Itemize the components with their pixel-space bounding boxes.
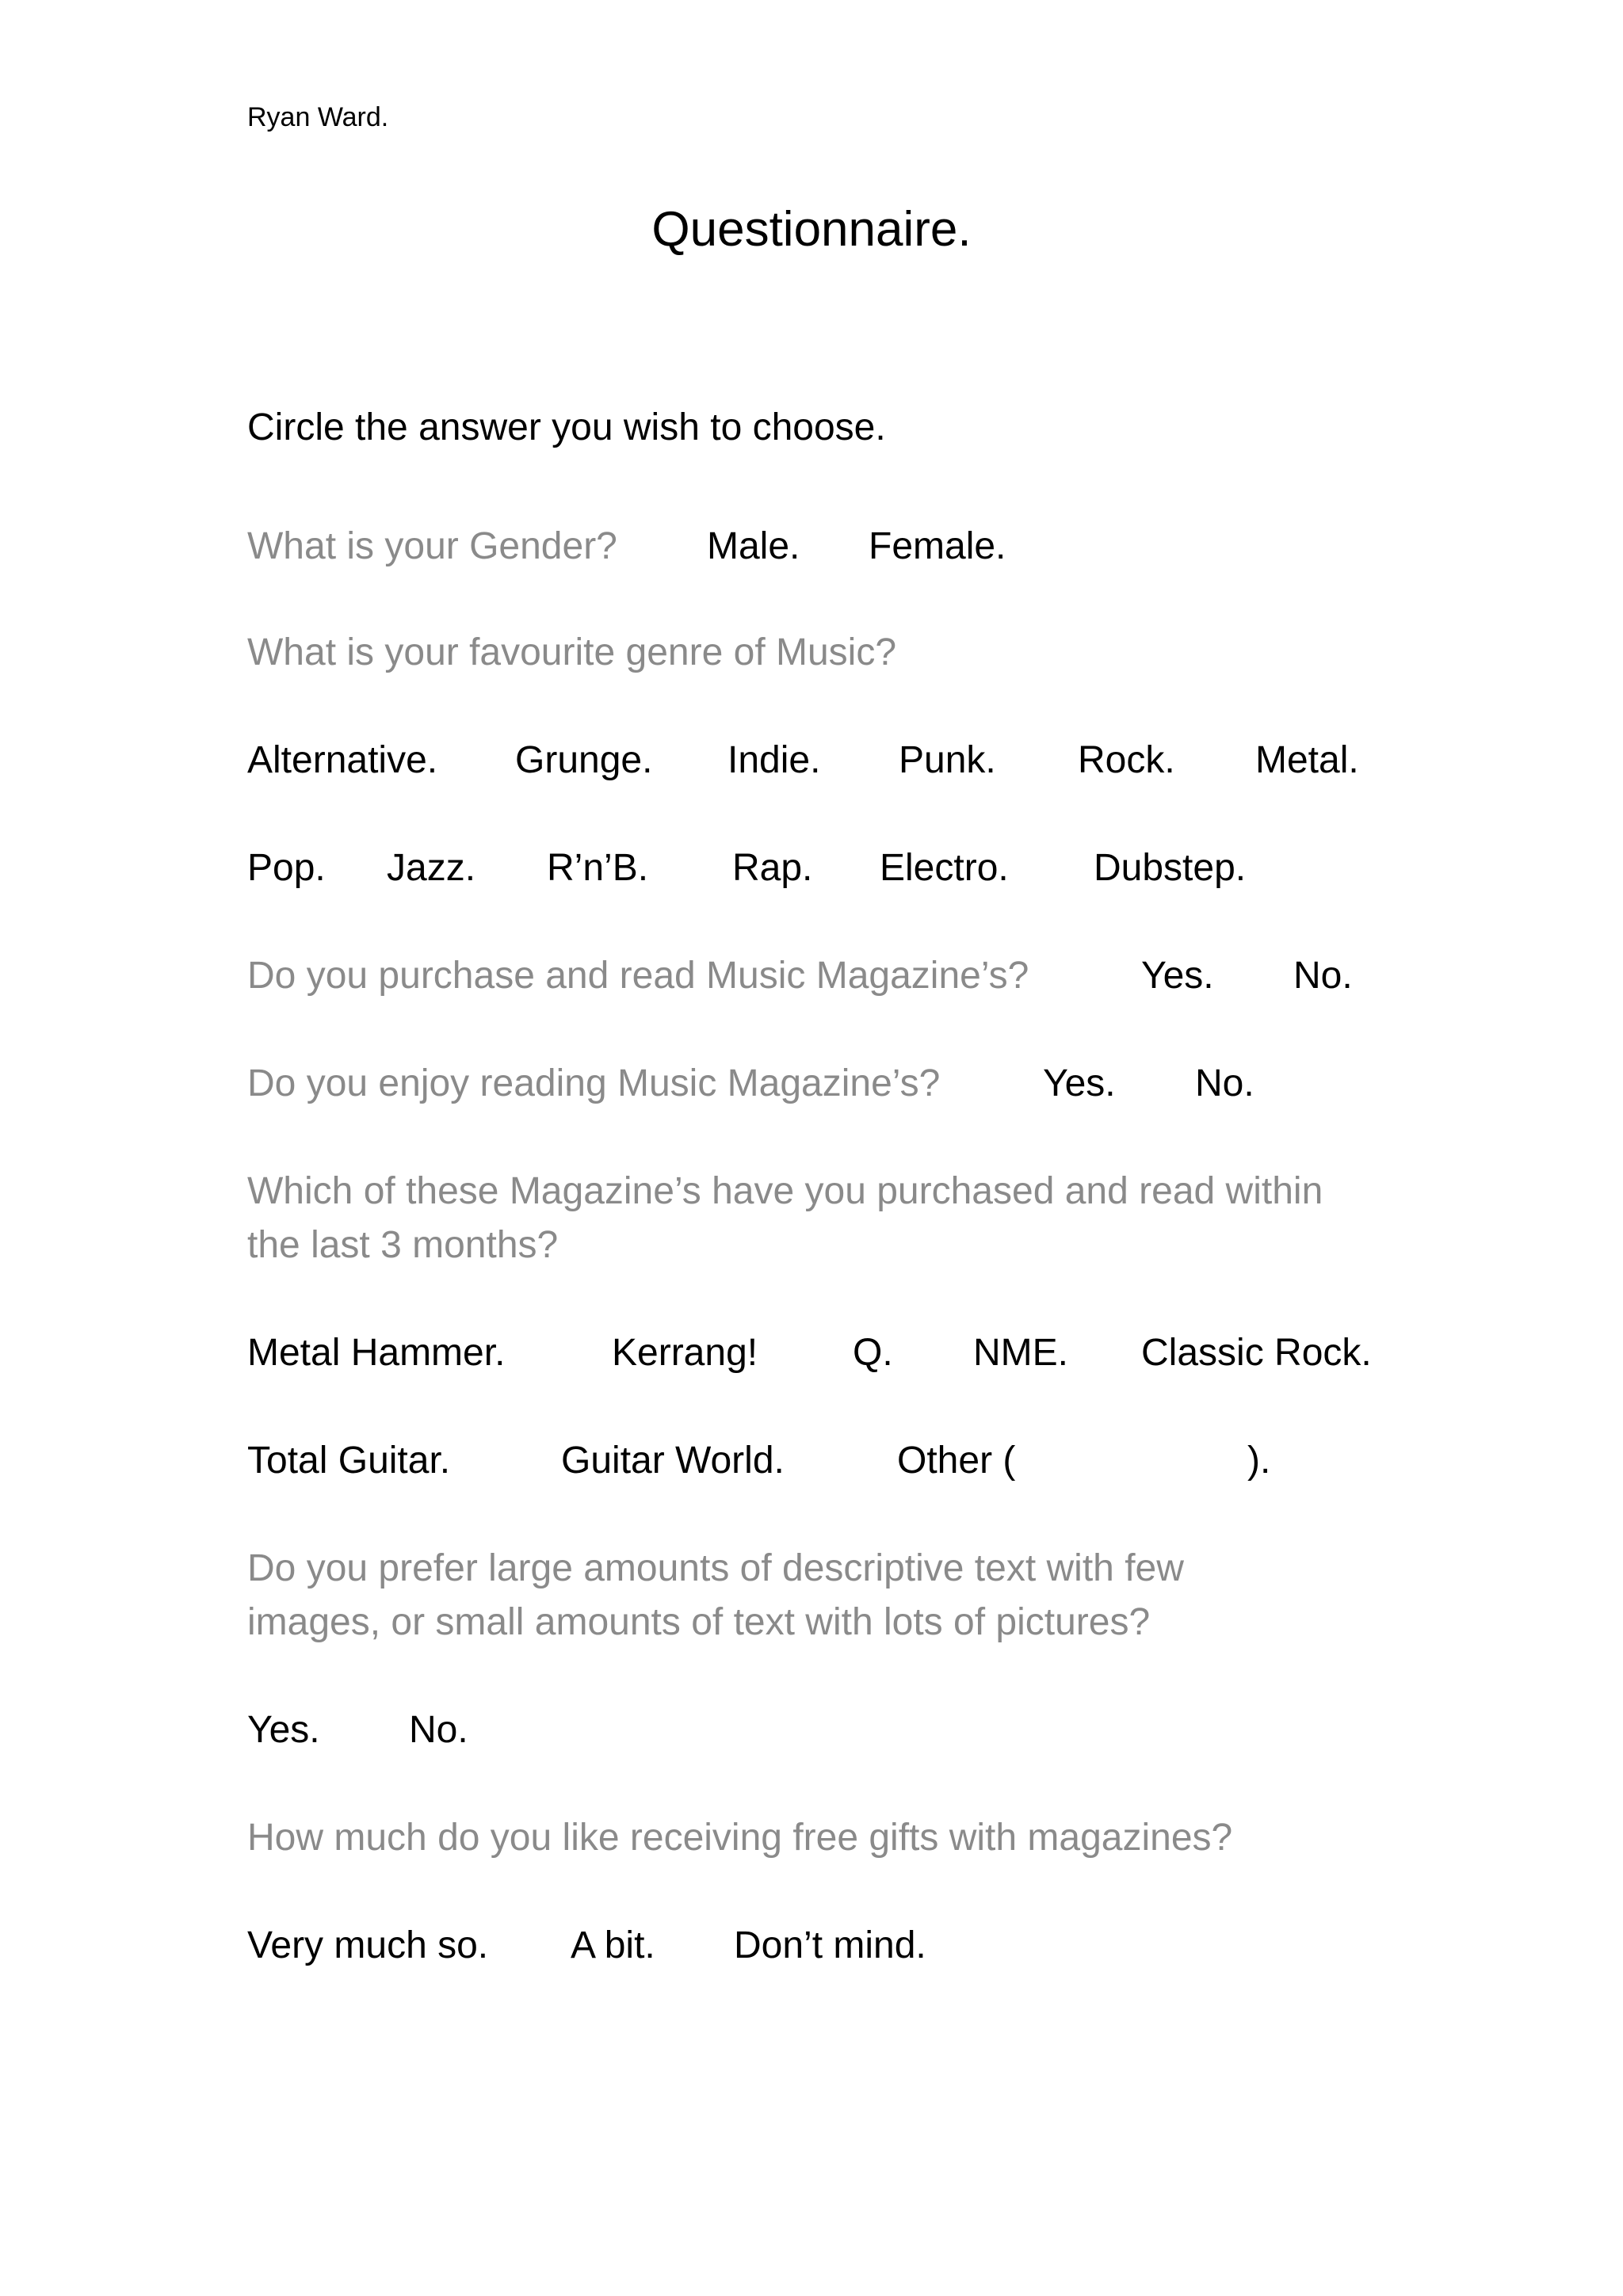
option-kerrang[interactable]: Kerrang!: [612, 1332, 758, 1374]
option-nme[interactable]: NME.: [973, 1332, 1068, 1374]
author-name: Ryan Ward.: [247, 102, 389, 132]
question-text-line-1: Do you prefer large amounts of descriptive text with few: [247, 1547, 1184, 1589]
option-other-open[interactable]: Other (: [897, 1440, 1016, 1482]
option-rap[interactable]: Rap.: [732, 847, 813, 889]
question-purchase: [247, 949, 1436, 1003]
option-no[interactable]: No.: [1293, 955, 1353, 997]
question-enjoy: [247, 1057, 1436, 1111]
option-metal-hammer[interactable]: Metal Hammer.: [247, 1332, 506, 1374]
option-classic-rock[interactable]: Classic Rock.: [1141, 1332, 1372, 1374]
option-grunge[interactable]: Grunge.: [515, 739, 653, 781]
question-text: Do you purchase and read Music Magazine’s?: [247, 955, 1029, 997]
page-title: Questionnaire.: [651, 202, 972, 257]
option-other-close: ).: [1247, 1440, 1271, 1482]
option-rnb[interactable]: R’n’B.: [547, 847, 649, 889]
option-rock[interactable]: Rock.: [1078, 739, 1175, 781]
option-no[interactable]: No.: [409, 1709, 468, 1751]
option-total-guitar[interactable]: Total Guitar.: [247, 1440, 451, 1482]
option-metal[interactable]: Metal.: [1255, 739, 1359, 781]
question-text: Do you enjoy reading Music Magazine’s?: [247, 1062, 941, 1104]
option-female[interactable]: Female.: [869, 525, 1006, 567]
option-q[interactable]: Q.: [853, 1332, 893, 1374]
option-alternative[interactable]: Alternative.: [247, 739, 438, 781]
question-text-line-2: the last 3 months?: [247, 1224, 559, 1266]
question-text-preference: [247, 1542, 1420, 1650]
option-a-bit[interactable]: A bit.: [571, 1924, 655, 1966]
question-text-line-1: Which of these Magazine’s have you purchased and read within: [247, 1170, 1323, 1212]
option-yes[interactable]: Yes.: [1043, 1062, 1116, 1104]
question-magazines: [247, 1165, 1420, 1272]
option-yes[interactable]: Yes.: [1141, 955, 1214, 997]
question-text: What is your Gender?: [247, 525, 617, 567]
option-male[interactable]: Male.: [707, 525, 800, 567]
option-yes[interactable]: Yes.: [247, 1709, 320, 1751]
option-indie[interactable]: Indie.: [727, 739, 821, 781]
option-very-much[interactable]: Very much so.: [247, 1924, 489, 1966]
option-jazz[interactable]: Jazz.: [387, 847, 476, 889]
option-dont-mind[interactable]: Don’t mind.: [734, 1924, 926, 1966]
question-free-gifts: How much do you like receiving free gifts with magazines?: [247, 1817, 1233, 1859]
question-genre: What is your favourite genre of Music?: [247, 631, 897, 673]
instruction-text: Circle the answer you wish to choose.: [247, 406, 886, 448]
question-text-line-2: images, or small amounts of text with lots of pictures?: [247, 1601, 1151, 1643]
option-pop[interactable]: Pop.: [247, 847, 326, 889]
option-dubstep[interactable]: Dubstep.: [1094, 847, 1247, 889]
option-no[interactable]: No.: [1195, 1062, 1254, 1104]
question-gender: [247, 520, 1436, 574]
option-guitar-world[interactable]: Guitar World.: [561, 1440, 785, 1482]
option-electro[interactable]: Electro.: [880, 847, 1009, 889]
option-punk[interactable]: Punk.: [899, 739, 996, 781]
